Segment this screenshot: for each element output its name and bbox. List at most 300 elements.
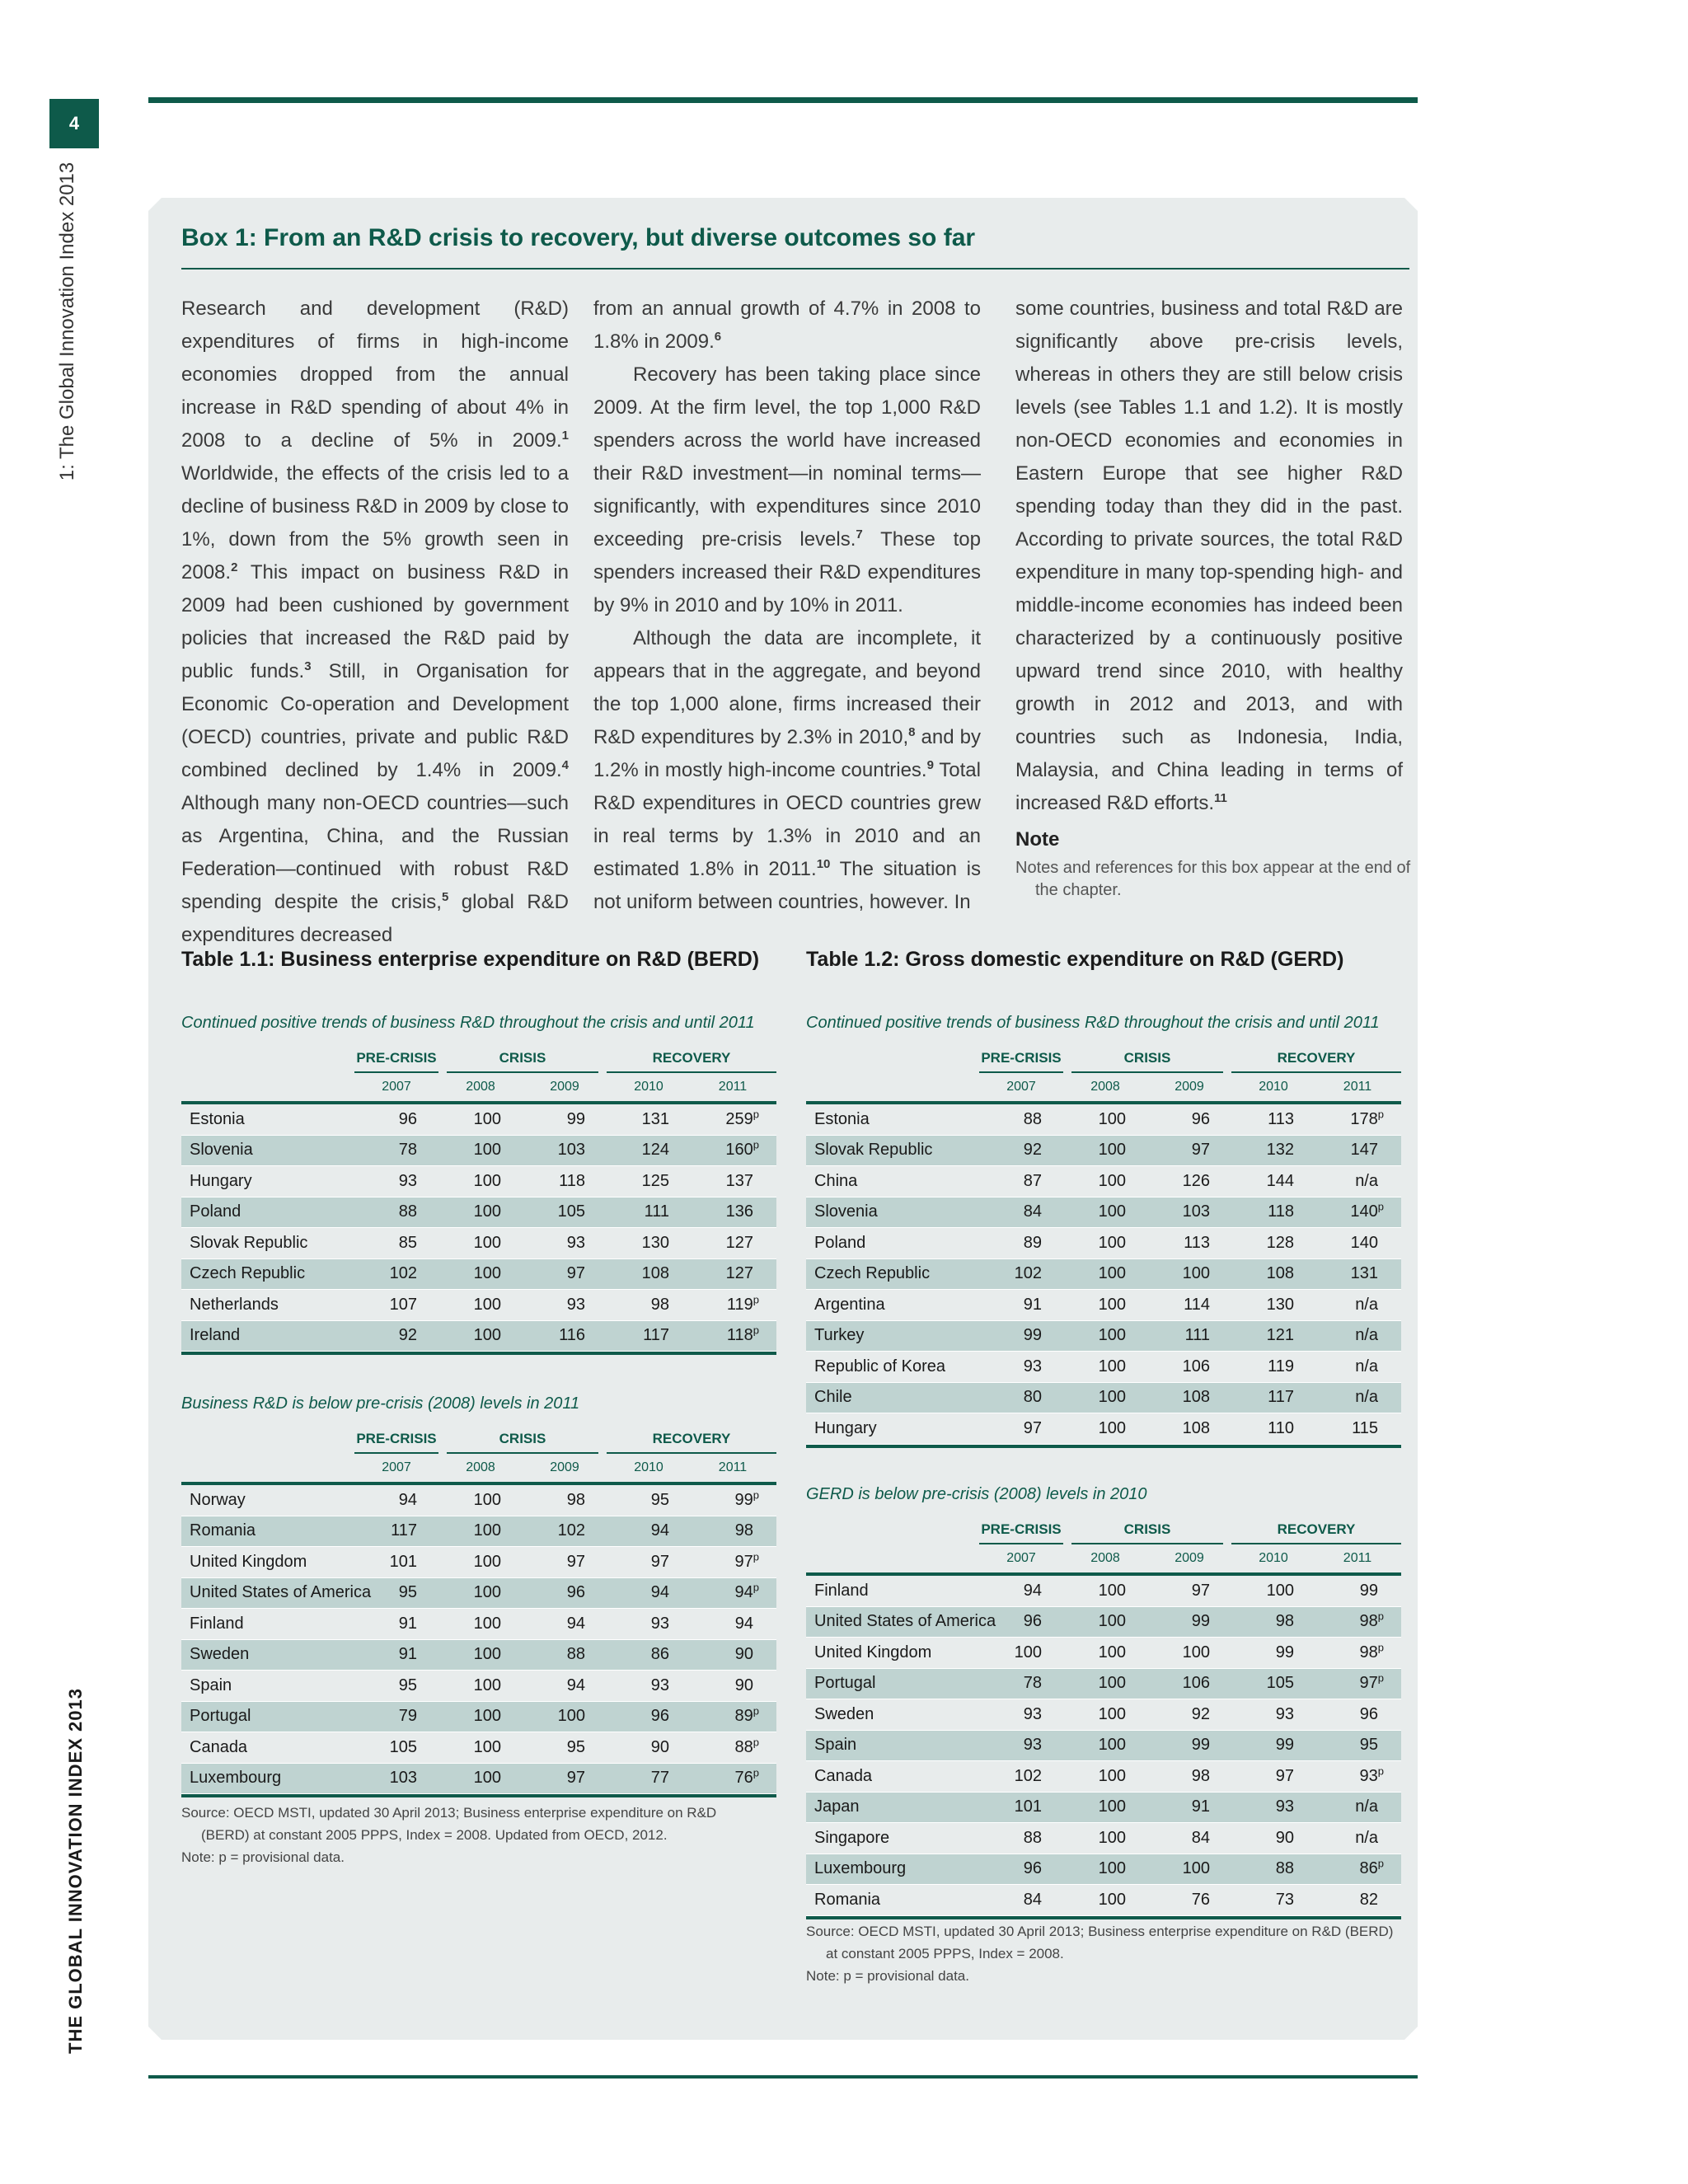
country-name: Slovenia (814, 1202, 878, 1221)
value-cell (1315, 1797, 1400, 1816)
country-name: Romania (190, 1521, 256, 1540)
table-row (181, 1732, 776, 1764)
value-text: 94 (566, 1614, 585, 1633)
value-text: 76 (734, 1769, 753, 1788)
value-text: 99 (1191, 1612, 1210, 1631)
value-text: 84 (1023, 1890, 1042, 1909)
value-text: 94 (650, 1583, 669, 1602)
value-text: 93 (1023, 1357, 1042, 1376)
value-text: 76 (1191, 1890, 1210, 1909)
value-cell (523, 1202, 607, 1221)
value-text: 125 (641, 1171, 669, 1190)
text-segment: Research and development (R&D) expenditures of firms in high-income economies dropped from the annual increase in R&D spending of about 4% in 2008 to a decline of 5% in 2009. (181, 298, 569, 452)
value-cell (1147, 1829, 1231, 1848)
value-cell (1147, 1419, 1231, 1438)
value-cell (438, 1521, 523, 1540)
value-cell (691, 1738, 775, 1757)
footnote-marker: 9 (926, 758, 934, 772)
table-2-note: Note: p = provisional data. (806, 1968, 969, 1984)
value-text: 103 (1182, 1202, 1210, 1221)
value-text: 99 (1275, 1736, 1294, 1755)
value-cell (607, 1676, 691, 1695)
year-header-row (181, 1073, 776, 1104)
country-name: United Kingdom (814, 1643, 932, 1661)
provisional-marker: p (753, 1766, 759, 1779)
value-cell (691, 1172, 775, 1191)
table-row (181, 1671, 776, 1702)
year-header: 2009 (1175, 1080, 1204, 1094)
value-text: 100 (1098, 1736, 1126, 1755)
table-row (181, 1516, 776, 1548)
value-cell (1231, 1234, 1315, 1253)
text-segment: and by 1.2% in mostly high-income countries. (593, 726, 981, 781)
value-cell (607, 1707, 691, 1726)
value-text: 100 (473, 1490, 501, 1509)
value-cell (1315, 1859, 1400, 1878)
value-cell (354, 1234, 438, 1253)
value-text: 73 (1275, 1890, 1294, 1909)
provisional-marker: p (753, 1704, 759, 1718)
value-text: 100 (1098, 1674, 1126, 1693)
page-number: 4 (49, 99, 99, 148)
value-cell (1063, 1419, 1147, 1438)
value-text: 97 (734, 1552, 753, 1571)
value-text: 108 (1182, 1388, 1210, 1407)
year-header: 2007 (382, 1460, 411, 1474)
value-cell (691, 1521, 775, 1540)
value-cell (1231, 1202, 1315, 1221)
value-cell (1063, 1829, 1147, 1848)
text-column-1 (181, 293, 569, 952)
table-row (181, 1259, 776, 1291)
text-segment: Total R&D expenditures in OECD countries grew in real terms by 1.3% in 2010 and an estimated 1.8% in 2011. (593, 759, 981, 880)
value-cell (438, 1676, 523, 1695)
value-cell (979, 1202, 1063, 1221)
value-text: 98 (566, 1490, 585, 1509)
year-header: 2007 (1006, 1551, 1036, 1565)
crisis-header: CRISIS (447, 1431, 598, 1454)
value-text: 113 (1268, 1109, 1294, 1128)
value-cell (979, 1234, 1063, 1253)
value-cell (354, 1202, 438, 1221)
value-text: 119 (726, 1295, 753, 1314)
crisis-header: CRISIS (1071, 1050, 1223, 1073)
value-text: 100 (1098, 1766, 1126, 1785)
crisis-header: CRISIS (447, 1050, 598, 1073)
value-text: 118 (1268, 1202, 1294, 1221)
value-text: 97 (1023, 1418, 1042, 1437)
value-cell (1147, 1612, 1231, 1631)
text-segment: Although the data are incomplete, it appears that in the aggregate, and beyond the top 1,000 alone, firms increased their R&D expenditures by 2.3% in 2010, (593, 627, 981, 748)
table-row (181, 1702, 776, 1733)
value-cell (1147, 1326, 1231, 1345)
value-cell (1231, 1419, 1315, 1438)
value-text: 108 (641, 1264, 669, 1283)
value-cell (1315, 1736, 1400, 1755)
value-text: 100 (557, 1707, 585, 1726)
value-cell (1063, 1674, 1147, 1693)
value-text: 96 (566, 1583, 585, 1602)
value-cell (354, 1615, 438, 1633)
value-text: 124 (641, 1141, 669, 1160)
value-text: 86 (650, 1645, 669, 1664)
table-row (806, 1104, 1401, 1136)
table-row (806, 1669, 1401, 1700)
value-cell (691, 1645, 775, 1664)
value-text: n/a (1355, 1828, 1378, 1847)
year-header: 2011 (1343, 1551, 1372, 1565)
pre-crisis-header: PRE-CRISIS (979, 1521, 1063, 1544)
value-cell (979, 1767, 1063, 1786)
table-1-title: Table 1.1: Business enterprise expenditure on R&D (BERD) (181, 948, 760, 971)
provisional-marker: p (1377, 1671, 1384, 1685)
text-segment: global R&D expenditures decreased (181, 891, 570, 946)
recovery-header: RECOVERY (1231, 1050, 1401, 1073)
country-name: Estonia (190, 1109, 245, 1128)
footnote-marker: 6 (714, 330, 722, 344)
table-2-subtitle-a: Continued positive trends of business R&D throughout the crisis and until 2011 (806, 1014, 1380, 1032)
country-name: Argentina (814, 1295, 885, 1314)
value-cell (1231, 1110, 1315, 1129)
recovery-header: RECOVERY (1231, 1521, 1401, 1544)
value-cell (354, 1645, 438, 1664)
year-header: 2011 (718, 1460, 748, 1474)
value-text: 82 (1359, 1890, 1378, 1909)
value-cell (979, 1891, 1063, 1910)
table-1b (181, 1431, 776, 1797)
country-name: Finland (190, 1614, 244, 1633)
table-end-rule (806, 1445, 1401, 1448)
value-text: 127 (725, 1233, 753, 1252)
value-text: 92 (398, 1326, 417, 1345)
value-cell (607, 1326, 691, 1345)
table-row (806, 1136, 1401, 1167)
value-text: 115 (1352, 1418, 1378, 1437)
value-text: 78 (1023, 1674, 1042, 1693)
value-text: 77 (650, 1769, 669, 1788)
value-cell (438, 1202, 523, 1221)
crisis-header: CRISIS (1071, 1521, 1223, 1544)
year-header-row (181, 1454, 776, 1485)
value-text: 100 (1098, 1388, 1126, 1407)
value-cell (691, 1202, 775, 1221)
year-header: 2011 (718, 1080, 748, 1094)
value-text: n/a (1355, 1388, 1378, 1407)
value-text: 103 (389, 1769, 417, 1788)
value-cell (523, 1676, 607, 1695)
value-cell (979, 1110, 1063, 1129)
text-segment: some countries, business and total R&D are significantly above pre-crisis levels, whereas in others they are still below crisis levels (see Tables 1.1 and 1.2). It is mostly non-OECD economies and economies in Eastern Europe that see higher R&D spending today than they did in the past. According to private sources, the total R&D expenditure in many top-spending high- and middle-income economies has indeed been characterized by a continuously positive upward trend since 2010, with healthy growth in 2012 and 2013, and with countries such as Indonesia, India, Malaysia, and China leading in terms of increased R&D efforts. (1015, 298, 1403, 814)
text-segment: Still, in Organisation for Economic Co-operation and Development (OECD) countries, private and public R&D combined declined by 1.4% in 2009. (181, 660, 569, 781)
value-cell (523, 1738, 607, 1757)
value-text: 98 (1191, 1766, 1210, 1785)
value-cell (1063, 1859, 1147, 1878)
table-row (806, 1413, 1401, 1445)
value-text: 95 (1359, 1736, 1378, 1755)
value-cell (691, 1138, 775, 1160)
value-text: 96 (1191, 1109, 1210, 1128)
table-2-notes (806, 1920, 1401, 1987)
value-text: 100 (473, 1326, 501, 1345)
value-cell (1315, 1829, 1400, 1848)
provisional-marker: p (1377, 1857, 1384, 1870)
country-name: Czech Republic (190, 1264, 306, 1283)
value-text: 126 (1182, 1171, 1210, 1190)
value-text: 97 (1191, 1581, 1210, 1600)
value-text: 130 (641, 1233, 669, 1252)
country-name: Ireland (190, 1326, 241, 1345)
country-name: United Kingdom (190, 1552, 307, 1571)
value-text: 137 (725, 1171, 753, 1190)
value-cell (523, 1521, 607, 1540)
value-text: 92 (1023, 1141, 1042, 1160)
value-cell (691, 1583, 775, 1602)
value-text: 92 (1191, 1704, 1210, 1723)
value-cell (1315, 1296, 1400, 1315)
value-text: 102 (1014, 1766, 1042, 1785)
value-cell (1315, 1671, 1400, 1693)
value-cell (607, 1521, 691, 1540)
paragraph (593, 622, 981, 919)
value-text: 93 (566, 1233, 585, 1252)
value-cell (1315, 1234, 1400, 1253)
value-cell (1231, 1674, 1315, 1693)
year-header: 2007 (1006, 1080, 1036, 1094)
value-cell (1063, 1797, 1147, 1816)
value-text: 84 (1191, 1828, 1210, 1847)
table-end-rule (181, 1352, 776, 1355)
country-name: Finland (814, 1581, 869, 1600)
country-name: Sweden (190, 1645, 250, 1664)
table-row (181, 1547, 776, 1578)
value-cell (607, 1110, 691, 1129)
value-text: 103 (557, 1141, 585, 1160)
value-cell (354, 1738, 438, 1757)
value-text: 147 (1350, 1141, 1378, 1160)
value-text: 96 (1023, 1612, 1042, 1631)
paragraph (593, 359, 981, 622)
table-row (806, 1607, 1401, 1638)
value-text: 99 (566, 1109, 585, 1128)
text-segment: The situation is not uniform between countries, however. In (593, 858, 981, 913)
country-name: Turkey (814, 1326, 865, 1345)
value-text: 100 (473, 1769, 501, 1788)
value-cell (1231, 1172, 1315, 1191)
text-column-3 (1015, 293, 1403, 820)
value-cell (438, 1234, 523, 1253)
country-name: Poland (814, 1233, 866, 1252)
value-text: 99 (734, 1490, 753, 1509)
value-cell (1231, 1705, 1315, 1724)
country-name: Canada (190, 1737, 248, 1756)
value-cell (1063, 1891, 1147, 1910)
value-cell (438, 1645, 523, 1664)
text-segment: These top spenders increased their R&D expenditures by 9% in 2010 and by 10% in 2011. (593, 528, 981, 616)
value-cell (1063, 1326, 1147, 1345)
value-cell (1147, 1859, 1231, 1878)
pre-crisis-header: PRE-CRISIS (979, 1050, 1063, 1073)
value-text: 118 (559, 1171, 585, 1190)
value-cell (523, 1615, 607, 1633)
table-1-source: Source: OECD MSTI, updated 30 April 2013; Business enterprise expenditure on R&D (BERD) at constant 2005 PPPS, Index = 2008. Updated from OECD, 2012. (181, 1805, 717, 1843)
value-text: 88 (566, 1645, 585, 1664)
value-cell (979, 1388, 1063, 1407)
value-text: 119 (1268, 1357, 1294, 1376)
value-text: 132 (1266, 1141, 1294, 1160)
country-name: Spain (190, 1675, 232, 1694)
year-header: 2009 (550, 1080, 579, 1094)
value-text: 131 (1350, 1264, 1378, 1283)
box-title-rule (181, 268, 1409, 269)
value-text: 100 (1098, 1581, 1126, 1600)
value-cell (1231, 1736, 1315, 1755)
provisional-marker: p (753, 1108, 759, 1121)
value-text: 90 (1275, 1828, 1294, 1847)
table-1-subtitle-b: Business R&D is below pre-crisis (2008) levels in 2011 (181, 1394, 580, 1413)
table-row (806, 1731, 1401, 1762)
value-text: 100 (1098, 1828, 1126, 1847)
value-text: 178 (1350, 1109, 1378, 1128)
provisional-marker: p (753, 1736, 759, 1749)
country-name: United States of America (190, 1583, 372, 1602)
value-text: 100 (1098, 1326, 1126, 1345)
value-text: 121 (1266, 1326, 1294, 1345)
value-text: 95 (650, 1490, 669, 1509)
value-text: 117 (391, 1521, 417, 1540)
value-text: 108 (1182, 1418, 1210, 1437)
value-text: 98 (1359, 1643, 1378, 1661)
value-text: 102 (1014, 1264, 1042, 1283)
table-row (806, 1576, 1401, 1607)
value-text: 100 (473, 1583, 501, 1602)
value-cell (1315, 1612, 1400, 1631)
provisional-marker: p (753, 1581, 759, 1594)
value-cell (1063, 1357, 1147, 1376)
value-cell (1231, 1891, 1315, 1910)
year-header: 2010 (634, 1080, 663, 1094)
value-cell (1147, 1202, 1231, 1221)
value-cell (1315, 1767, 1400, 1786)
period-header-row (181, 1050, 776, 1073)
value-cell (1231, 1767, 1315, 1786)
table-row (181, 1640, 776, 1671)
table-1-subtitle-a: Continued positive trends of business R&D throughout the crisis and until 2011 (181, 1014, 755, 1032)
value-cell (523, 1172, 607, 1191)
value-text: 97 (566, 1264, 585, 1283)
footnote-marker: 7 (856, 527, 863, 541)
value-text: 100 (473, 1171, 501, 1190)
value-cell (1147, 1388, 1231, 1407)
value-cell (979, 1643, 1063, 1662)
text-segment: from an annual growth of 4.7% in 2008 to 1.8% in 2009. (593, 298, 981, 353)
table-row (181, 1136, 776, 1167)
provisional-marker: p (1377, 1610, 1384, 1623)
value-text: 90 (650, 1737, 669, 1756)
value-text: 93 (566, 1295, 585, 1314)
value-text: 118 (726, 1326, 753, 1345)
value-text: 117 (643, 1326, 669, 1345)
text-segment: Although many non-OECD countries—such as Argentina, China, and the Russian Federation—continued with robust R&D spending despite the crisis, (181, 792, 569, 913)
value-text: 100 (1098, 1233, 1126, 1252)
value-cell (523, 1769, 607, 1788)
value-cell (438, 1583, 523, 1602)
value-cell (438, 1615, 523, 1633)
value-cell (523, 1553, 607, 1572)
value-text: 91 (1191, 1797, 1210, 1816)
value-text: 100 (473, 1645, 501, 1664)
period-header-row (181, 1431, 776, 1454)
value-cell (1231, 1357, 1315, 1376)
value-cell (979, 1705, 1063, 1724)
footnote-marker: 4 (561, 758, 569, 772)
side-section-label: 1: The Global Innovation Index 2013 (56, 162, 78, 481)
pre-crisis-header: PRE-CRISIS (354, 1431, 438, 1454)
country-name: Czech Republic (814, 1264, 931, 1283)
value-text: 96 (398, 1109, 417, 1128)
country-name: Chile (814, 1388, 852, 1407)
value-text: 100 (1098, 1859, 1126, 1878)
value-cell (979, 1829, 1063, 1848)
country-name: Luxembourg (190, 1769, 282, 1788)
table-row (806, 1823, 1401, 1854)
value-text: n/a (1355, 1171, 1378, 1190)
value-cell (1231, 1141, 1315, 1160)
side-title-label: THE GLOBAL INNOVATION INDEX 2013 (65, 1688, 86, 2054)
value-cell (1315, 1110, 1400, 1129)
value-text: 88 (734, 1737, 753, 1756)
value-cell (607, 1264, 691, 1283)
value-text: 96 (650, 1707, 669, 1726)
value-cell (523, 1583, 607, 1602)
value-text: 100 (1098, 1202, 1126, 1221)
value-cell (979, 1674, 1063, 1693)
table-row (806, 1228, 1401, 1259)
value-cell (438, 1326, 523, 1345)
value-cell (1231, 1859, 1315, 1878)
table-row (181, 1764, 776, 1795)
value-cell (1315, 1891, 1400, 1910)
value-cell (1147, 1736, 1231, 1755)
value-cell (1147, 1296, 1231, 1315)
value-text: 100 (1098, 1418, 1126, 1437)
value-cell (979, 1797, 1063, 1816)
value-text: 100 (1098, 1797, 1126, 1816)
value-text: 105 (557, 1202, 585, 1221)
value-text: 100 (473, 1295, 501, 1314)
value-cell (1063, 1202, 1147, 1221)
value-cell (354, 1769, 438, 1788)
value-cell (1315, 1264, 1400, 1283)
value-text: 97 (1191, 1141, 1210, 1160)
value-text: 100 (1182, 1264, 1210, 1283)
value-cell (523, 1234, 607, 1253)
value-text: 98 (734, 1521, 753, 1540)
value-text: 89 (1023, 1233, 1042, 1252)
value-text: 100 (1014, 1643, 1042, 1661)
provisional-marker: p (1377, 1641, 1384, 1654)
year-header: 2010 (1259, 1551, 1288, 1565)
year-header: 2009 (550, 1460, 579, 1474)
value-text: 113 (1184, 1233, 1210, 1252)
year-header: 2008 (466, 1080, 495, 1094)
paragraph (1015, 293, 1403, 820)
value-cell (1231, 1388, 1315, 1407)
year-header: 2011 (1343, 1080, 1372, 1094)
value-cell (607, 1202, 691, 1221)
value-text: 93 (1275, 1797, 1294, 1816)
value-cell (1315, 1705, 1400, 1724)
value-text: 97 (1275, 1766, 1294, 1785)
